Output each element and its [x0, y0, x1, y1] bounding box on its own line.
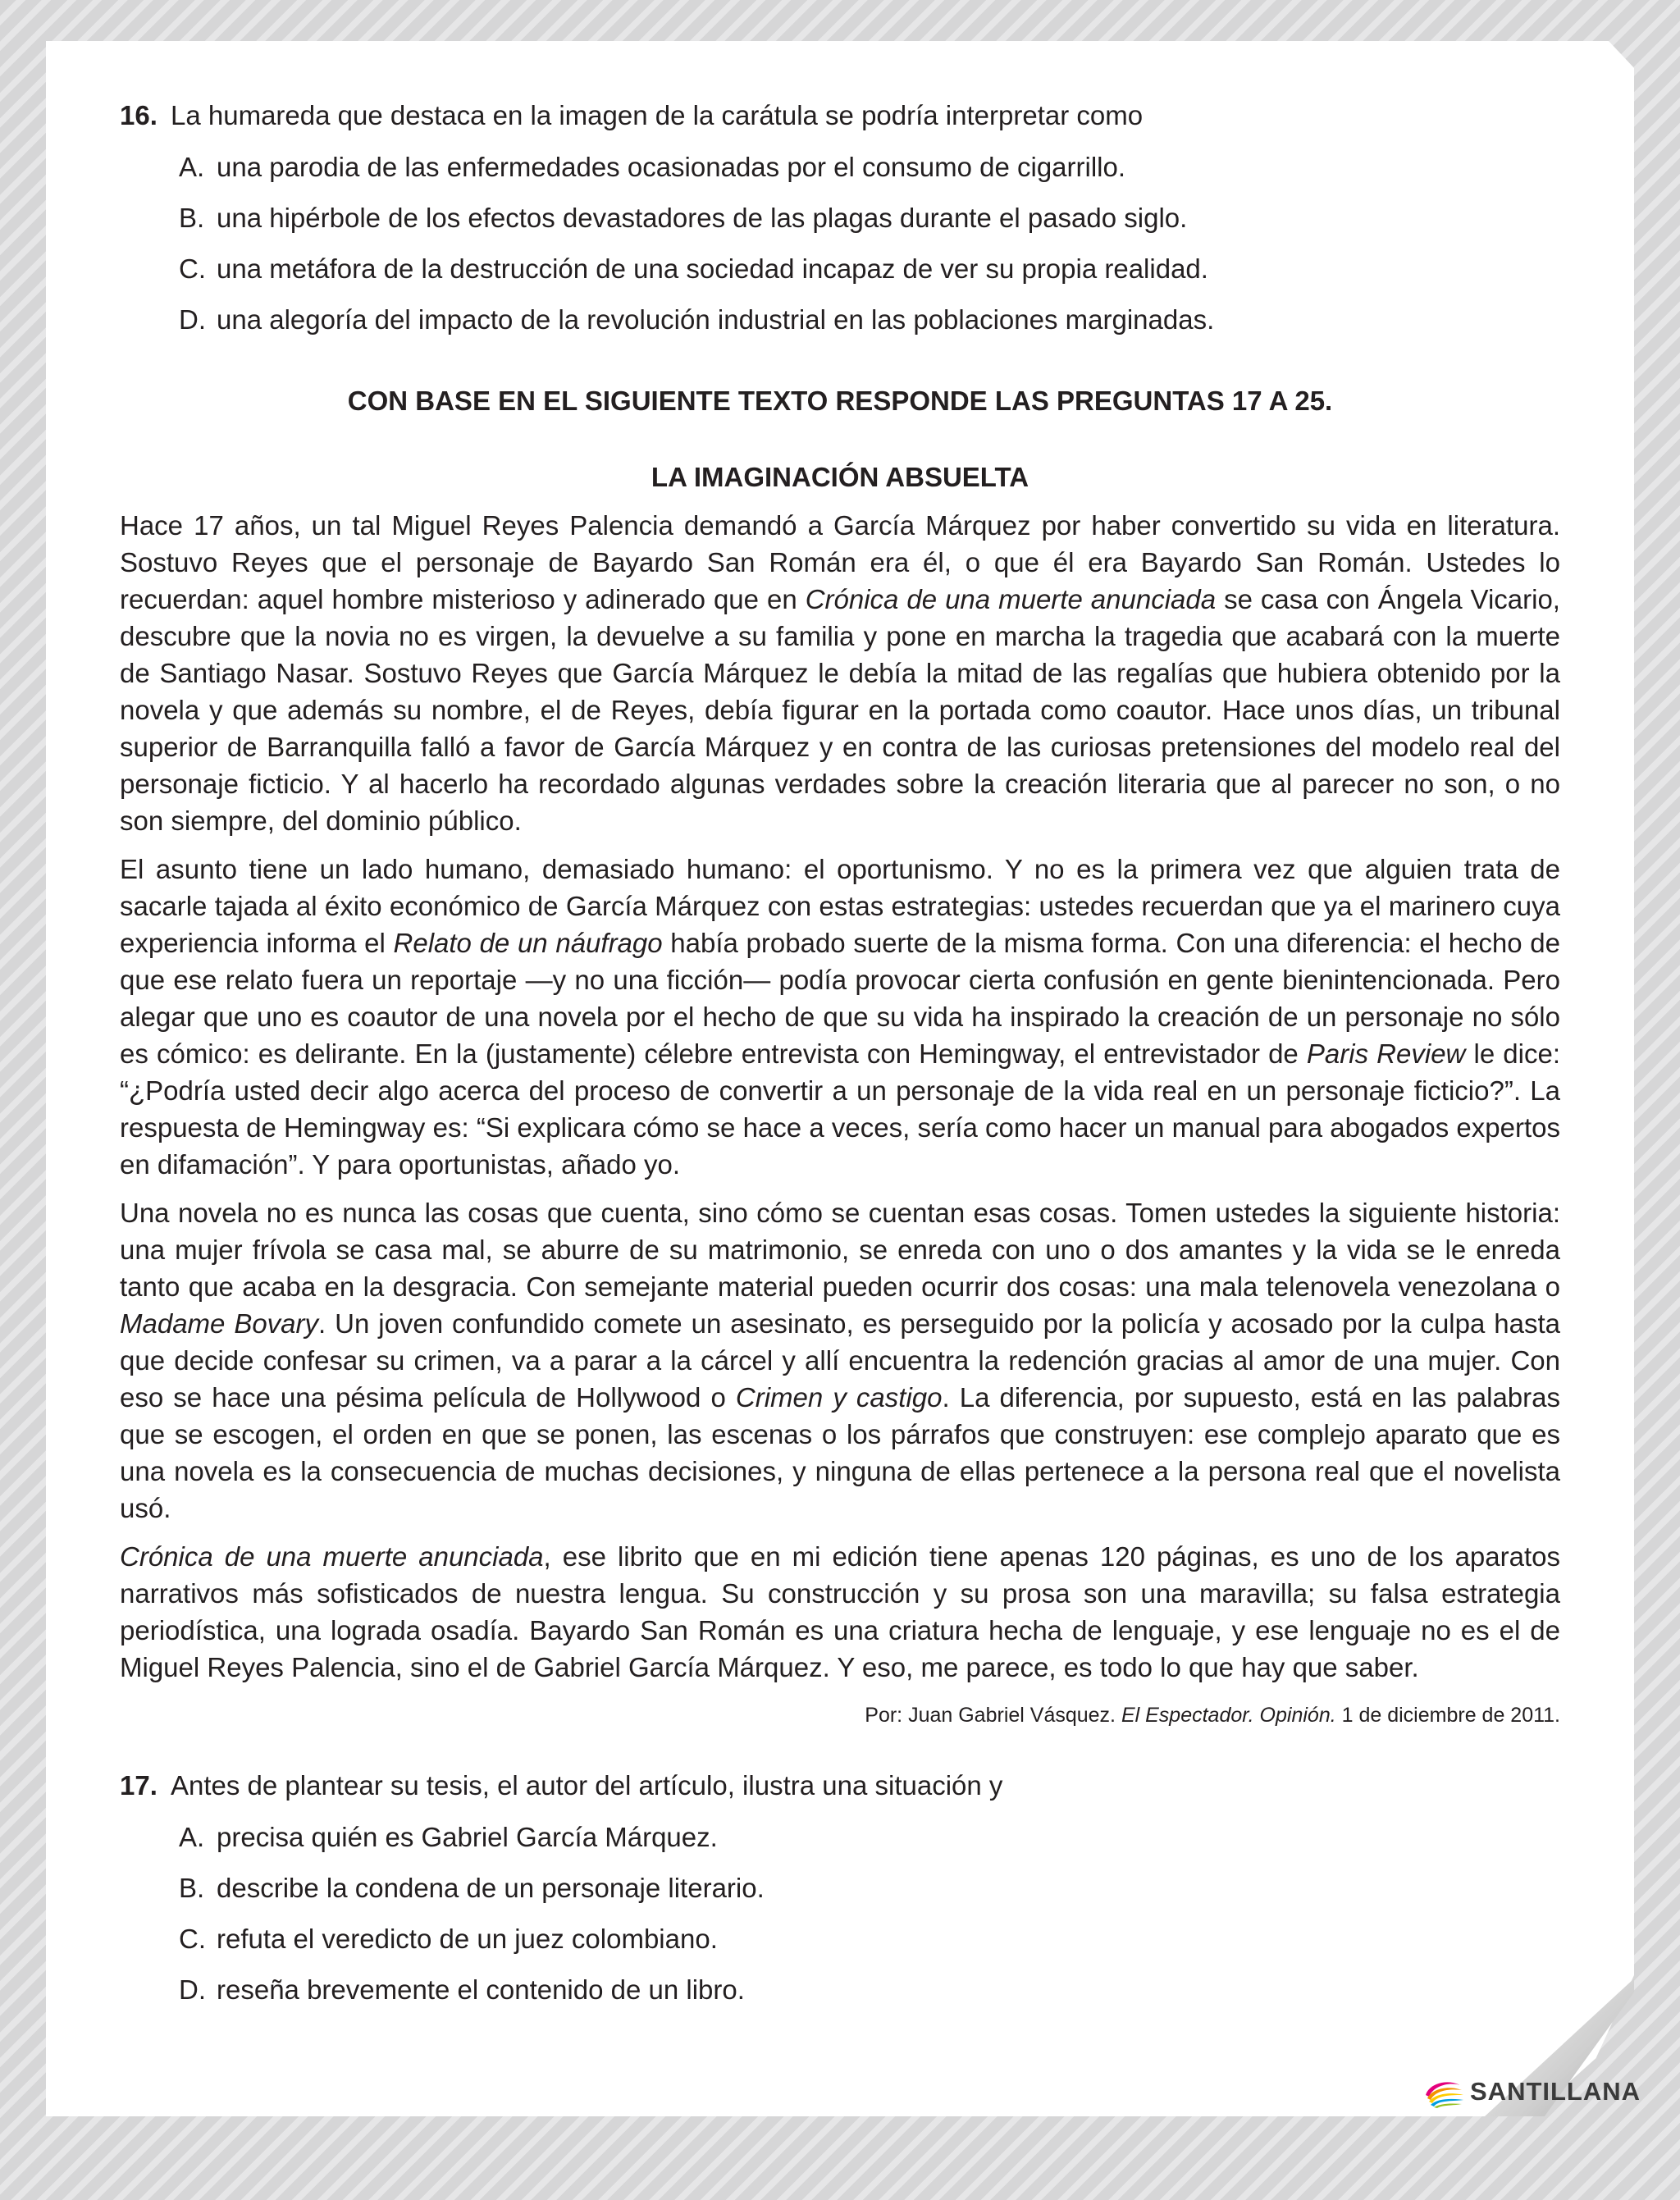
option-d	[179, 1971, 1560, 2008]
option-c	[179, 1920, 1560, 1957]
article-title: LA IMAGINACIÓN ABSUELTA	[651, 462, 1029, 492]
source-publication: El Espectador. Opinión.	[1121, 1704, 1336, 1727]
option-letter: D.	[179, 304, 206, 335]
option-text: una parodia de las enfermedades ocasionadas por el consumo de cigarrillo.	[217, 152, 1126, 182]
question-number: 17.	[120, 1770, 158, 1801]
article-paragraph-1	[120, 507, 1560, 839]
text-run: había probado suerte de la misma forma. Con una diferencia: el hecho de que ese relato fuera un reportaje —y no una ficción— podía provocar cierta confusión en gente bienintencionada. Pero alegar que uno es coautor de una novela por el hecho de que su vida ha inspirado la creación de un personaje no sólo es cómico: es delirante. En la (justamente) célebre entrevista con Hemingway, el entrevistador de	[120, 928, 1561, 1069]
option-text: una hipérbole de los efectos devastadores de las plagas durante el pasado siglo.	[217, 203, 1188, 233]
text-run: , ese librito que en mi edición tiene apenas 120 páginas, es uno de los aparatos narrativos más sofisticados de nuestra lengua. Su construcción y su prosa son una maravilla; su falsa estrategia periodística, una lograda osadía. Bayardo San Román es una criatura hecha de lenguaje, y ese lenguaje no es el de Miguel Reyes Palencia, sino el de Gabriel García Márquez. Y eso, me parece, es todo lo que hay que saber.	[120, 1541, 1560, 1682]
option-letter: B.	[179, 203, 205, 233]
text-run: . Un joven confundido comete un asesinato, es perseguido por la policía y acosado por la culpa hasta que decide confesar su crimen, va a parar a la cárcel y allí encuentra la redención gracias al amor de una mujer. Con eso se hace una pésima película de Hollywood o	[120, 1308, 1560, 1413]
option-letter: C.	[179, 1924, 206, 1954]
question-17-options	[179, 1819, 1560, 2008]
option-letter: C.	[179, 253, 206, 284]
page-content	[120, 97, 1560, 2022]
option-letter: D.	[179, 1974, 206, 2005]
option-text: una metáfora de la destrucción de una sociedad incapaz de ver su propia realidad.	[217, 253, 1208, 284]
option-a	[179, 1819, 1560, 1855]
source-date: 1 de diciembre de 2011.	[1335, 1704, 1560, 1727]
option-letter: B.	[179, 1873, 205, 1903]
question-16-options	[179, 148, 1560, 338]
option-a	[179, 148, 1560, 185]
option-text: reseña brevemente el contenido de un libro.	[217, 1974, 745, 2005]
text-run: . La diferencia, por supuesto, está en las palabras que se escogen, el orden en que se ponen, las escenas o los párrafos que construyen: ese complejo aparato que es una novela es la consecuencia de muchas decisiones, y ninguna de ellas pertenece a la persona real que el novelista usó.	[120, 1382, 1560, 1523]
option-text: refuta el veredicto de un juez colombiano.	[217, 1924, 718, 1954]
option-letter: A.	[179, 152, 205, 182]
question-17	[120, 1767, 1560, 1804]
text-run: El asunto tiene un lado humano, demasiado humano: el oportunismo. Y no es la primera vez que alguien trata de sacarle tajada al éxito económico de García Márquez con estas estrategias: ustedes recuerdan que ya el marinero cuya experiencia informa el	[120, 854, 1560, 958]
option-d	[179, 301, 1560, 338]
italic-title: Crónica de una muerte anunciada	[805, 584, 1217, 614]
article-paragraph-2	[120, 851, 1560, 1183]
option-letter: A.	[179, 1822, 205, 1852]
option-text: describe la condena de un personaje literario.	[217, 1873, 765, 1903]
source-author: Por: Juan Gabriel Vásquez.	[865, 1704, 1121, 1727]
italic-title: Madame Bovary	[120, 1308, 319, 1339]
question-stem: La humareda que destaca en la imagen de la carátula se podría interpretar como	[171, 100, 1144, 130]
article-paragraph-4	[120, 1538, 1560, 1686]
text-run: le dice: “¿Podría usted decir algo acerca del proceso de convertir a un personaje de la vida real en un personaje ficticio?”. La respuesta de Hemingway es: “Si explicara cómo se hace a veces, sería como hacer un manual para abogados expertos en difamación”. Y para oportunistas, añado yo.	[120, 1038, 1560, 1180]
text-run: Hace 17 años, un tal Miguel Reyes Palencia demandó a García Márquez por haber convertido su vida en literatura. Sostuvo Reyes que el personaje de Bayardo San Román era él, o que él era Bayardo San Román. Ustedes lo recuerdan: aquel hombre misterioso y adinerado que en	[120, 510, 1560, 614]
option-c	[179, 250, 1560, 287]
article-paragraph-3	[120, 1194, 1560, 1527]
question-stem: Antes de plantear su tesis, el autor del artículo, ilustra una situación y	[171, 1770, 1003, 1801]
question-16	[120, 97, 1560, 134]
option-b	[179, 199, 1560, 236]
italic-title: Paris Review	[1306, 1038, 1466, 1069]
question-number: 16.	[120, 100, 158, 130]
italic-title: Crimen y castigo	[735, 1382, 943, 1413]
italic-title: Relato de un náufrago	[393, 928, 663, 958]
santillana-logo-icon	[1422, 2075, 1465, 2108]
santillana-logo	[1422, 2075, 1641, 2108]
option-b	[179, 1869, 1560, 1906]
text-run: se casa con Ángela Vicario, descubre que la novia no es virgen, la devuelve a su familia y pone en marcha la tragedia que acabará con la muerte de Santiago Nasar. Sostuvo Reyes que García Márquez le debía la mitad de las regalías que hubiera obtenido por la novela y que además su nombre, el de Reyes, debía figurar en la portada como coautor. Hace unos días, un tribunal superior de Barranquilla falló a favor de García Márquez y en contra de las curiosas pretensiones del modelo real del personaje ficticio. Y al hacerlo ha recordado algunas verdades sobre la creación literaria que al parecer no son, o no son siempre, del dominio público.	[120, 584, 1560, 836]
article-source	[120, 1697, 1560, 1734]
instruction-heading: CON BASE EN EL SIGUIENTE TEXTO RESPONDE LAS PREGUNTAS 17 A 25.	[347, 386, 1333, 416]
option-text: una alegoría del impacto de la revolución industrial en las poblaciones marginadas.	[217, 304, 1215, 335]
text-run: Una novela no es nunca las cosas que cuenta, sino cómo se cuentan esas cosas. Tomen ustedes la siguiente historia: una mujer frívola se casa mal, se aburre de su matrimonio, se enreda con uno o dos amantes y la vida se le enreda tanto que acaba en la desgracia. Con semejante material pueden ocurrir dos cosas: una mala telenovela venezolana o	[120, 1198, 1560, 1302]
option-text: precisa quién es Gabriel García Márquez.	[217, 1822, 718, 1852]
logo-text: SANTILLANA	[1470, 2077, 1641, 2106]
italic-title: Crónica de una muerte anunciada	[120, 1541, 544, 1572]
